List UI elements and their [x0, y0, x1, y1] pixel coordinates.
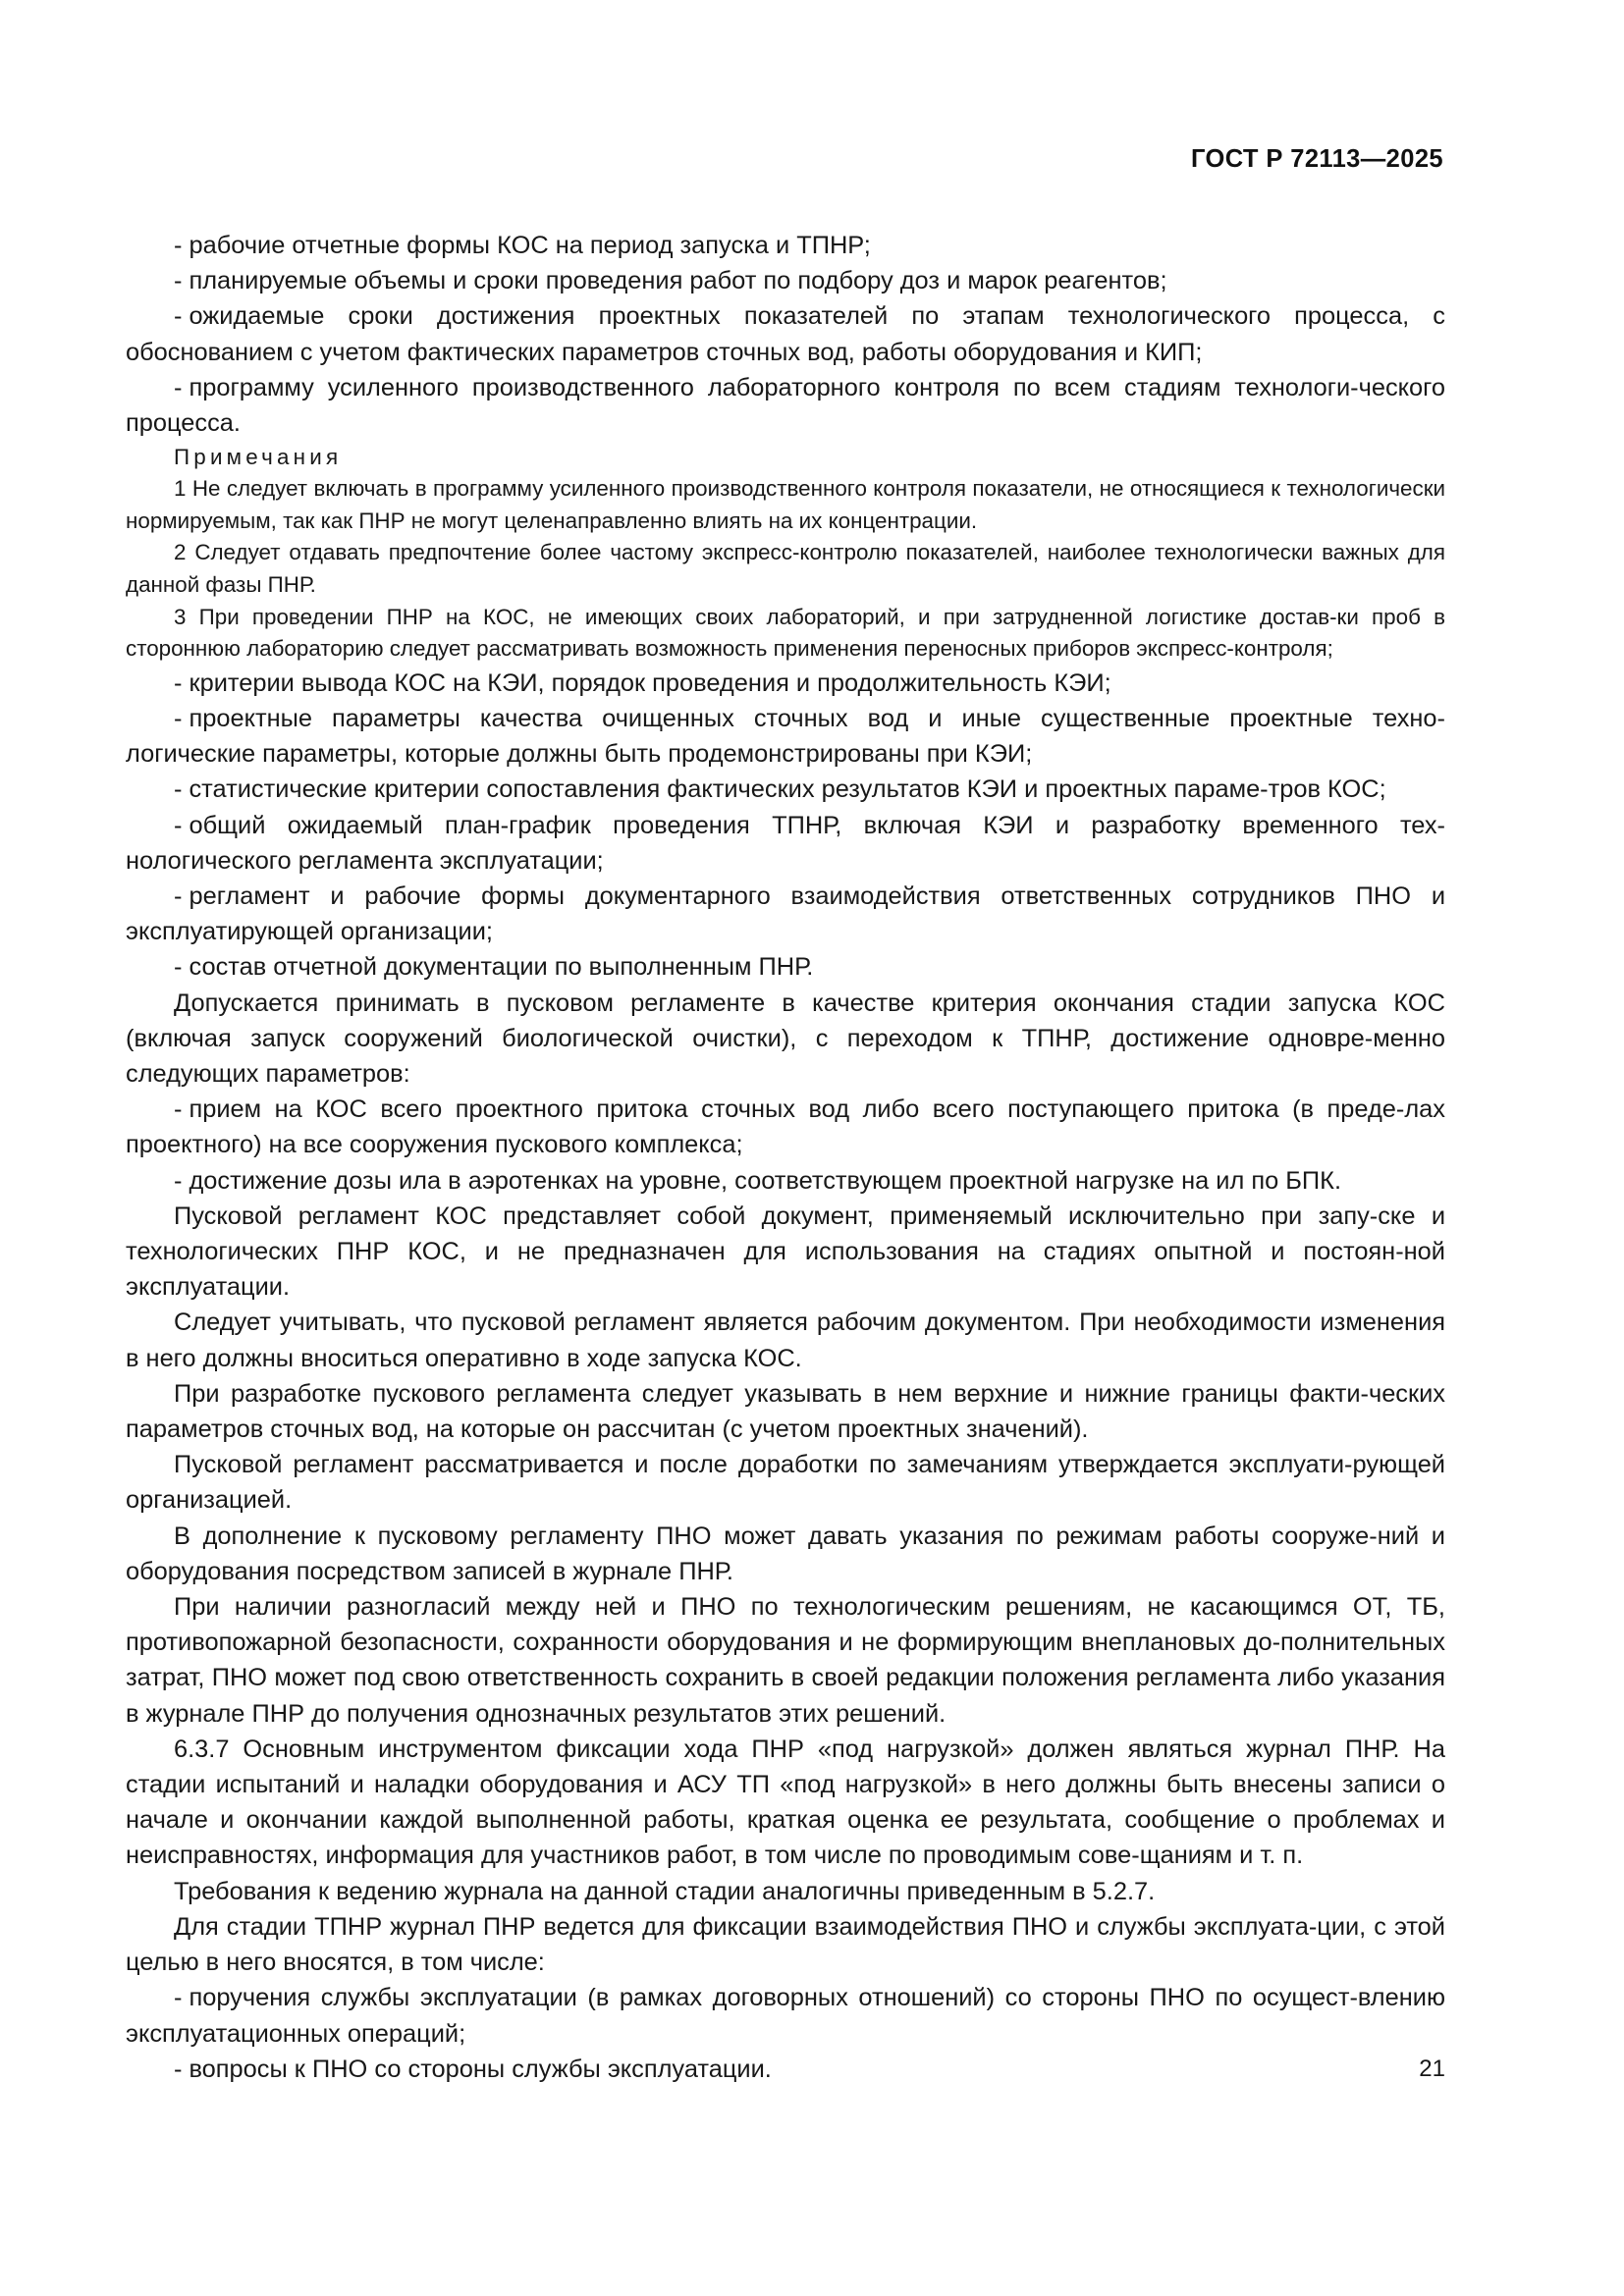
paragraph: Пусковой регламент КОС представляет собой документ, применяемый исключительно при запу-ске и технологических ПНР КОС, и не предназначен для использования на стадиях опытной и постоян-ной эксплуатации. [126, 1201, 1445, 1302]
paragraph: При наличии разногласий между ней и ПНО по технологическим решениям, не касающимся ОТ, ТБ, противопожарной безопасности, сохранности оборудования и не формирующим внеплановых до-полнительных затрат, ПНО может под свою ответственность сохранить в своей редакции положения регламента либо указания в журнале ПНР до получения однозначных результатов этих решений. [126, 1593, 1445, 1728]
list-item [126, 263, 1445, 298]
dash-bullet-icon: - [174, 1095, 183, 1124]
dash-bullet-icon: - [174, 1984, 183, 2012]
paragraph: Следует учитывать, что пусковой регламент является рабочим документом. При необходимости изменения в него должны вноситься оперативно в ходе запуска КОС. [126, 1308, 1445, 1372]
list-item [126, 701, 1445, 772]
dash-bullet-icon: - [174, 267, 183, 295]
list-item-text: проектные параметры качества очищенных сточных вод и иные существенные проектные техно-логические параметры, которые должны быть продемонстрированы при КЭИ; [126, 704, 1445, 769]
list-item-text: ожидаемые сроки достижения проектных показателей по этапам технологического процесса, с обоснованием с учетом фактических параметров сточных вод, работы оборудования и КИП; [126, 302, 1445, 366]
list-item-text: рабочие отчетные формы КОС на период запуска и ТПНР; [189, 232, 871, 259]
list-item [126, 772, 1445, 807]
list-item [126, 949, 1445, 985]
list-item-text: общий ожидаемый план-график проведения ТПНР, включая КЭИ и разработку временного тех-нологического регламента эксплуатации; [126, 811, 1445, 875]
list-item [126, 808, 1445, 879]
dash-bullet-icon: - [174, 1166, 183, 1195]
list-item-text: статистические критерии сопоставления фактических результатов КЭИ и проектных параме-тров КОС; [189, 775, 1386, 804]
list-item [126, 1092, 1445, 1162]
list-item-text: программу усиленного производственного лабораторного контроля по всем стадиям технологи-ческого процесса. [126, 373, 1445, 438]
dash-bullet-icon: - [174, 704, 183, 732]
dash-bullet-icon: - [174, 668, 183, 697]
dash-bullet-icon: - [174, 953, 183, 982]
paragraph: Допускается принимать в пусковом регламенте в качестве критерия окончания стадии запуска КОС (включая запуск сооружений биологической очистки), с переходом к ТПНР, достижение одновре-менно следующих параметров: [126, 988, 1445, 1089]
note-item: 1 Не следует включать в программу усиленного производственного контроля показатели, не относящиеся к технологически нормируемым, так как ПНР не могут целенаправленно влиять на их концентрации. [126, 476, 1445, 533]
paragraph: В дополнение к пусковому регламенту ПНО может давать указания по режимам работы сооруже-ний и оборудования посредством записей в журнале ПНР. [126, 1522, 1445, 1585]
list-item [126, 666, 1445, 701]
page-number: 21 [1419, 2056, 1445, 2082]
dash-bullet-icon: - [174, 2055, 183, 2083]
note-item: 2 Следует отдавать предпочтение более частому экспресс-контролю показателей, наиболее технологически важных для данной фазы ПНР. [126, 540, 1445, 597]
list-item-text: поручения службы эксплуатации (в рамках договорных отношений) со стороны ПНО по осущест-влению эксплуатационных операций; [126, 1984, 1445, 2048]
dash-bullet-icon: - [174, 373, 183, 401]
paragraph: При разработке пускового регламента следует указывать в нем верхние и нижние границы факти-ческих параметров сточных вод, на которые он рассчитан (с учетом проектных значений). [126, 1379, 1445, 1444]
list-item [126, 228, 1445, 263]
list-item-text: прием на КОС всего проектного притока сточных вод либо всего поступающего притока (в преде-лах проектного) на все сооружения пускового комплекса; [126, 1095, 1445, 1159]
list-item-text: критерии вывода КОС на КЭИ, порядок проведения и продолжительность КЭИ; [189, 668, 1111, 697]
list-item [126, 298, 1445, 369]
list-item-text: состав отчетной документации по выполненным ПНР. [189, 953, 814, 982]
document-body [126, 228, 1445, 2087]
list-item [126, 1163, 1445, 1199]
dash-bullet-icon: - [174, 775, 183, 804]
paragraph: Пусковой регламент рассматривается и после доработки по замечаниям утверждается эксплуати-рующей организацией. [126, 1451, 1445, 1515]
list-item-text: регламент и рабочие формы документарного взаимодействия ответственных сотрудников ПНО и эксплуатирующей организации; [126, 882, 1445, 946]
dash-bullet-icon: - [174, 811, 183, 839]
dash-bullet-icon: - [174, 882, 183, 910]
list-item-text: достижение дозы ила в аэротенках на уровне, соответствующем проектной нагрузке на ил по БПК. [189, 1166, 1342, 1195]
notes-heading: Примечания [174, 445, 343, 470]
paragraph: Требования к ведению журнала на данной стадии аналогичны приведенным в 5.2.7. [174, 1877, 1156, 1905]
list-item [126, 370, 1445, 441]
list-item [126, 879, 1445, 949]
dash-bullet-icon: - [174, 232, 183, 259]
clause-6-3-7: 6.3.7 Основным инструментом фиксации хода ПНР «под нагрузкой» должен являться журнал ПНР. На стадии испытаний и наладки оборудования и АСУ ТП «под нагрузкой» в него должны быть внесены записи о начале и окончании каждой выполненной работы, краткая оценка ее результата, сообщение о проблемах и неисправностях, информация для участников работ, в том числе по проводимым сове-щаниям и т. п. [126, 1735, 1445, 1870]
dash-bullet-icon: - [174, 302, 183, 331]
note-item: 3 При проведении ПНР на КОС, не имеющих своих лабораторий, и при затрудненной логистике достав-ки проб в стороннюю лабораторию следует рассматривать возможность применения переносных приборов экспресс-контроля; [126, 604, 1445, 662]
list-item-text: вопросы к ПНО со стороны службы эксплуатации. [189, 2055, 772, 2083]
paragraph: Для стадии ТПНР журнал ПНР ведется для фиксации взаимодействия ПНО и службы эксплуата-ции, с этой целью в него вносятся, в том числе: [126, 1912, 1445, 1977]
page-header-standard-number: ГОСТ Р 72113—2025 [1190, 145, 1443, 173]
list-item-text: планируемые объемы и сроки проведения работ по подбору доз и марок реагентов; [189, 267, 1167, 295]
list-item [126, 1980, 1445, 2051]
